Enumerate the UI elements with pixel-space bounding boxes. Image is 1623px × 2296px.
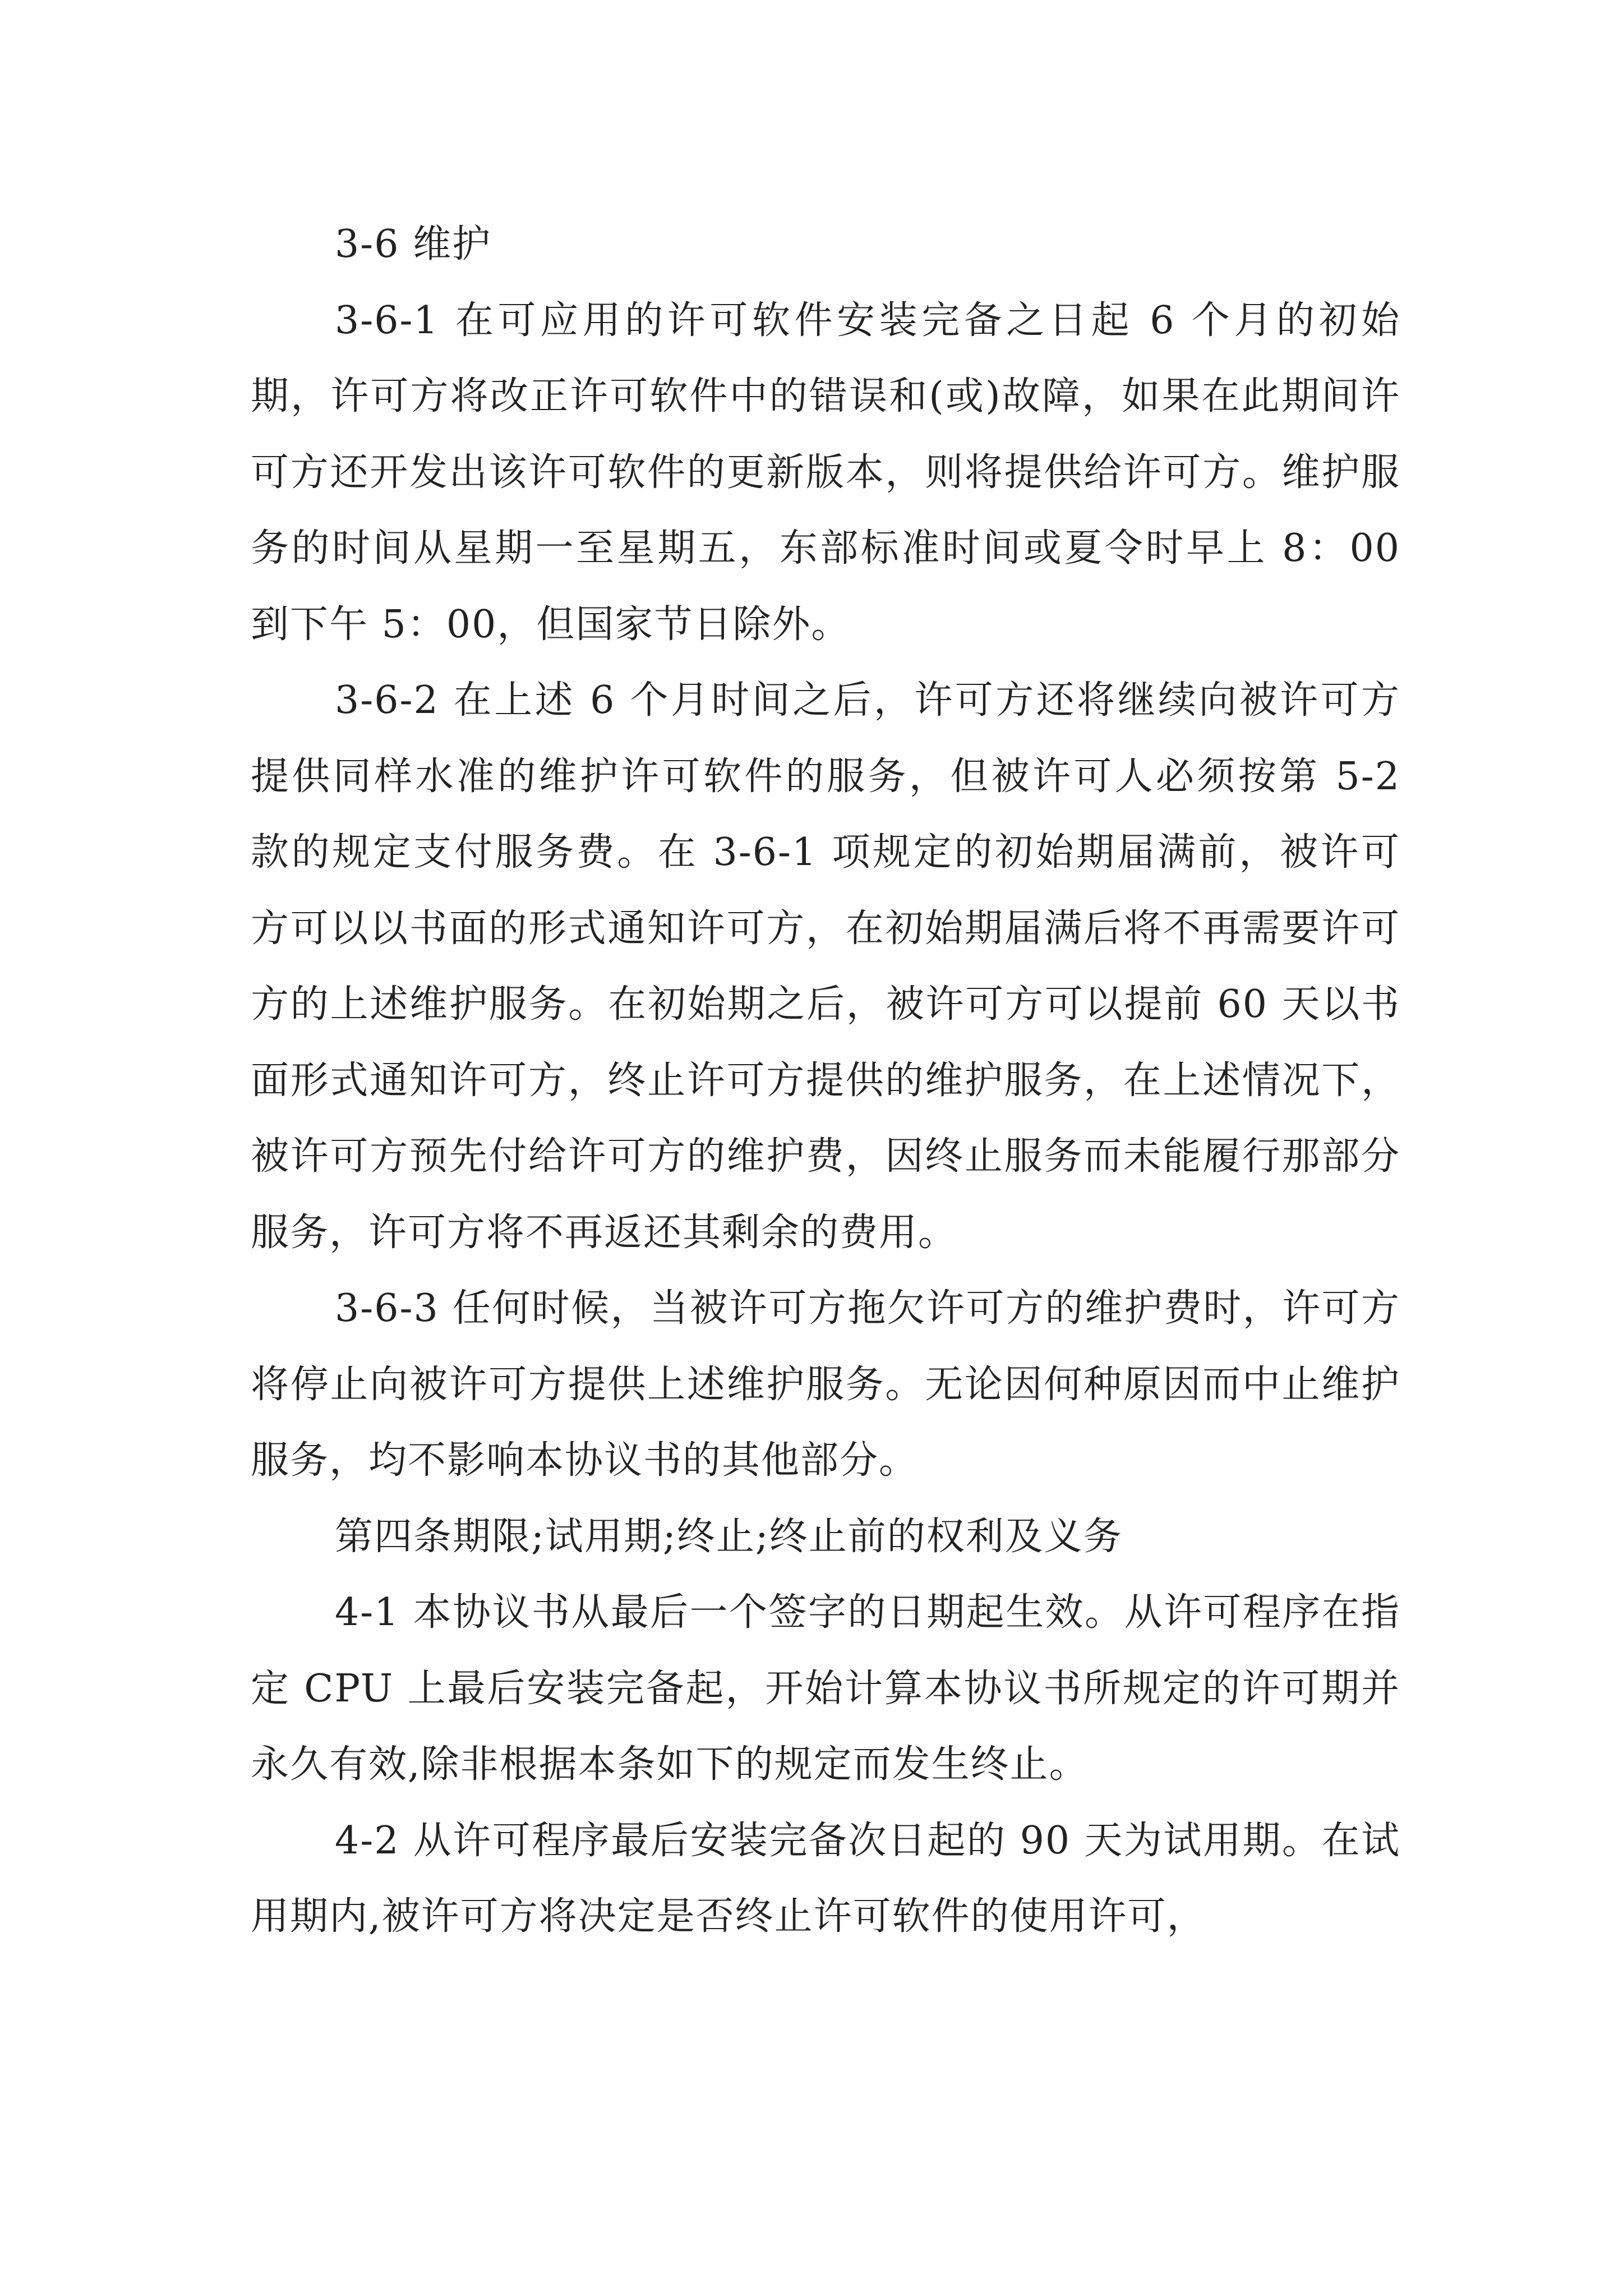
clause-4-2: 4-2 从许可程序最后安装完备次日起的 90 天为试用期。在试用期内,被许可方将决定是否终止许可软件的使用许可，: [251, 1818, 1400, 1939]
section-heading-3-6: 3-6 维护: [335, 222, 492, 266]
clause-3-6-3: 3-6-3 任何时候，当被许可方拖欠许可方的维护费时，许可方将停止向被许可方提供上述维护服务。无论因何种原因而中止维护服务，均不影响本协议书的其他部分。: [251, 1286, 1400, 1483]
article-4-heading: 第四条期限;试用期;终止;终止前的权利及义务: [335, 1514, 1123, 1559]
clause-3-6-2: 3-6-2 在上述 6 个月时间之后，许可方还将继续向被许可方提供同样水准的维护许可软件的服务，但被许可人必须按第 5-2 款的规定支付服务费。在 3-6-1 项规定的初始期届满前，被许可方可以以书面的形式通知许可方，在初始期届满后将不再需要许可方的上述维护服务。在初始期之后，被许可方可以提前 60 天以书面形式通知许可方，终止许可方提供的维护服务，在上述情况下，被许可方预先付给许可方的维护费，因终止服务而未能履行那部分服务，许可方将不再返还其剩余的费用。: [251, 678, 1400, 1255]
clause-3-6-1: 3-6-1 在可应用的许可软件安装完备之日起 6 个月的初始期，许可方将改正许可软件中的错误和(或)故障，如果在此期间许可方还开发出该许可软件的更新版本，则将提供给许可方。维护服务的时间从星期一至星期五，东部标准时间或夏令时早上 8：00 到下午 5：00，但国家节日除外。: [251, 298, 1400, 647]
clause-4-1: 4-1 本协议书从最后一个签字的日期起生效。从许可程序在指定 CPU 上最后安装完备起，开始计算本协议书所规定的许可期并永久有效,除非根据本条如下的规定而发生终止。: [251, 1590, 1400, 1787]
document-body: [251, 206, 1400, 1955]
